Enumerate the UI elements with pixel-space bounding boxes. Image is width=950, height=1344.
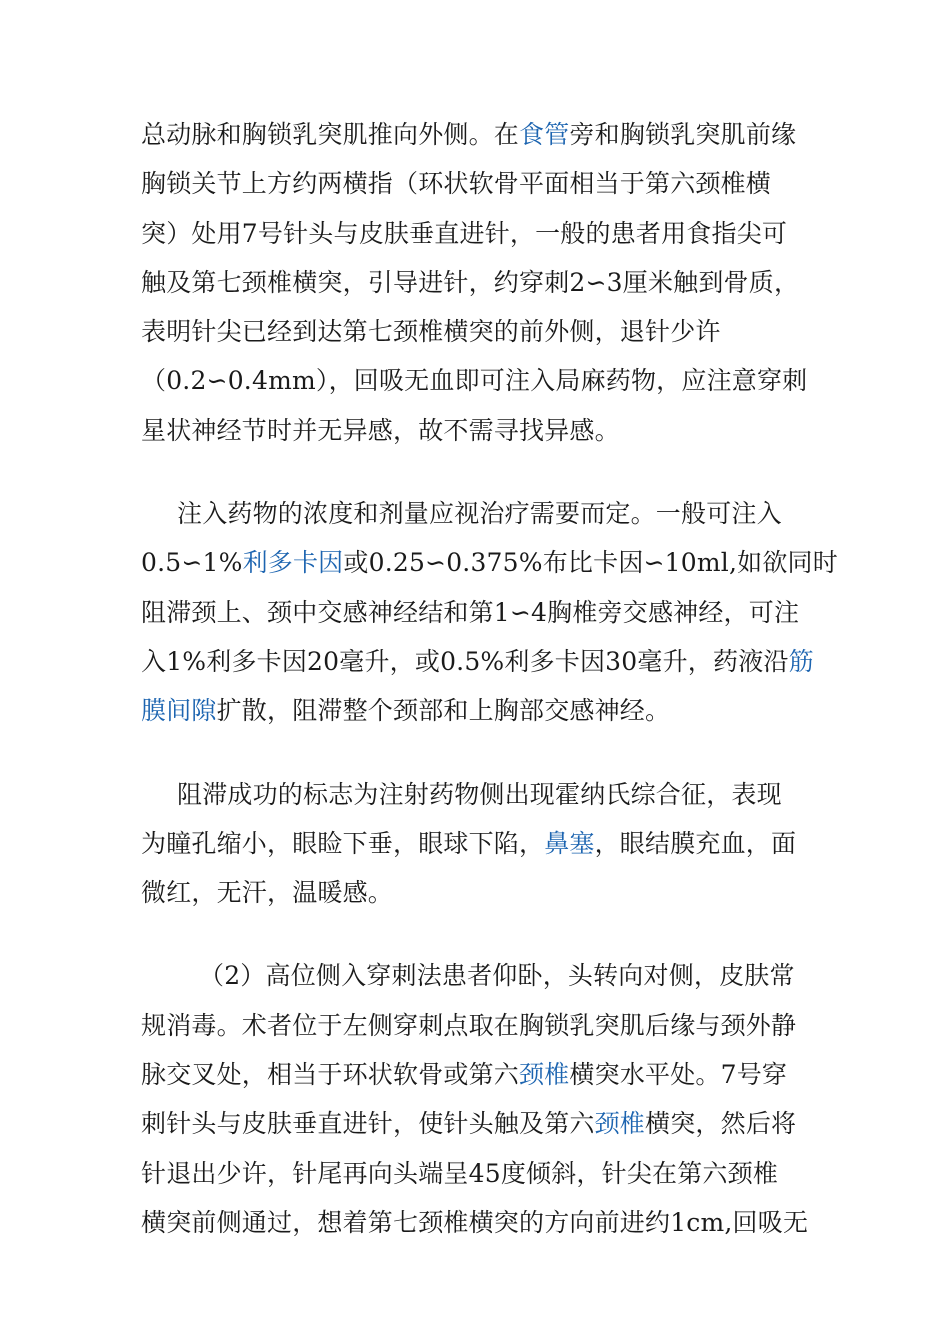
text-line	[141, 686, 816, 735]
term-link[interactable]: 利多卡因	[242, 548, 344, 578]
paragraph	[141, 770, 816, 918]
text-run: 横突前侧通过，想着第七颈椎横突的方向前进约1cm,回吸无	[141, 1207, 809, 1237]
text-line	[141, 770, 816, 819]
term-link[interactable]: 颈椎	[594, 1109, 646, 1139]
term-link[interactable]: 颈椎	[519, 1060, 570, 1090]
text-line	[141, 406, 816, 455]
text-run: 为瞳孔缩小，眼睑下垂，眼球下陷，	[141, 828, 545, 858]
text-run: 阻滞颈上、颈中交感神经结和第1∽4胸椎旁交感神经，可注	[141, 597, 800, 627]
term-link[interactable]: 鼻塞	[544, 828, 595, 858]
text-line	[141, 356, 816, 405]
text-line	[141, 588, 816, 637]
paragraph	[141, 951, 816, 1247]
text-run: 胸锁关节上方约两横指（环状软骨平面相当于第六颈椎横	[141, 169, 772, 199]
text-run: （2）高位侧入穿刺法患者仰卧，头转向对侧，皮肤常	[199, 961, 795, 991]
text-run: 微红，无汗，温暖感。	[141, 878, 394, 908]
text-run: 旁和胸锁乳突肌前缘	[569, 120, 797, 149]
text-line	[141, 1050, 816, 1099]
text-line	[141, 258, 816, 307]
text-line	[141, 1149, 816, 1198]
text-line	[141, 538, 838, 587]
text-run: 表明针尖已经到达第七颈椎横突的前外侧，退针少许	[141, 317, 721, 347]
text-run: 突）处用7号针头与皮肤垂直进针，一般的患者用食指尖可	[141, 218, 788, 248]
text-line	[141, 637, 816, 686]
term-link[interactable]: 筋	[788, 646, 814, 676]
text-run: 刺针头与皮肤垂直进针，使针头触及第六	[141, 1109, 595, 1139]
text-run: 横突，然后将	[645, 1109, 797, 1139]
text-line	[141, 1001, 816, 1050]
text-line	[141, 951, 816, 1000]
text-line	[141, 1198, 816, 1247]
paragraph-gap	[141, 736, 816, 770]
text-run: 总动脉和胸锁乳突肌推向外侧。在	[141, 120, 520, 149]
text-run: 入1%利多卡因20毫升，或0.5%利多卡因30毫升，药液沿	[141, 646, 789, 676]
text-line	[141, 489, 816, 538]
text-run: 0.5∽1%	[141, 548, 243, 578]
text-run: 触及第七颈椎横突，引导进针，约穿刺2∽3厘米触到骨质，	[141, 267, 800, 297]
text-line	[141, 868, 816, 917]
text-run: 注入药物的浓度和剂量应视治疗需要而定。一般可注入	[177, 499, 782, 529]
term-link[interactable]: 膜间隙	[141, 696, 217, 726]
text-run: 横突水平处。7号穿	[569, 1060, 788, 1090]
paragraph	[141, 110, 816, 455]
text-run: ，眼结膜充血，面	[594, 828, 797, 858]
text-run: 扩散，阻滞整个颈部和上胸部交感神经。	[216, 696, 671, 726]
text-line	[141, 110, 816, 159]
paragraph	[141, 489, 838, 735]
text-run: 针退出少许，针尾再向头端呈45度倾斜，针尖在第六颈椎	[141, 1158, 779, 1188]
text-run: （0.2∽0.4mm），回吸无血即可注入局麻药物，应注意穿刺	[141, 366, 808, 396]
text-line	[141, 819, 816, 868]
text-line	[141, 159, 816, 208]
document-body	[141, 110, 838, 1247]
text-line	[141, 1099, 816, 1148]
paragraph-gap	[141, 455, 816, 489]
text-run: 阻滞成功的标志为注射药物侧出现霍纳氏综合征，表现	[177, 779, 782, 809]
paragraph-gap	[141, 917, 816, 951]
text-run: 星状神经节时并无异感，故不需寻找异感。	[141, 415, 620, 445]
text-run: 或0.25∽0.375%布比卡因∽10ml,如欲同时	[343, 548, 838, 578]
text-line	[141, 307, 816, 356]
text-run: 规消毒。术者位于左侧穿刺点取在胸锁乳突肌后缘与颈外静	[141, 1010, 797, 1040]
text-run: 脉交叉处，相当于环状软骨或第六	[141, 1060, 520, 1090]
text-line	[141, 209, 816, 258]
term-link[interactable]: 食管	[519, 120, 570, 149]
